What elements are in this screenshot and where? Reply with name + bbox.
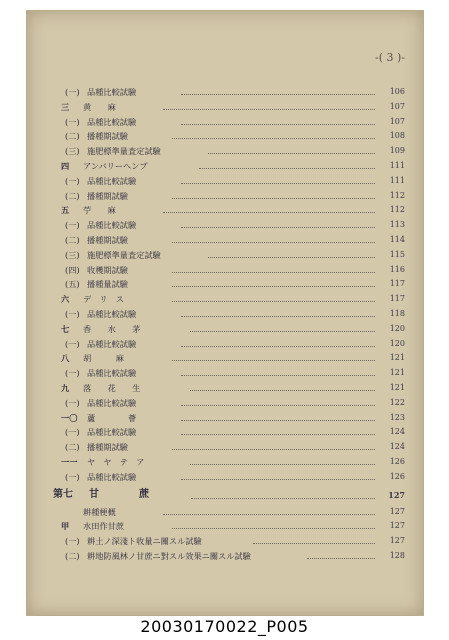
toc-entry-label — [65, 115, 136, 130]
dot-leader — [163, 514, 375, 515]
toc-entry — [27, 144, 423, 159]
dot-leader — [199, 168, 375, 169]
toc-entry-page: 120 — [389, 323, 405, 333]
toc-entry-title: 苧 麻 — [83, 205, 116, 216]
toc-entry-number: (一) — [65, 536, 80, 547]
dot-leader — [181, 434, 375, 435]
toc-entry-number: (二) — [65, 442, 80, 453]
dot-leader — [181, 479, 375, 480]
dot-leader — [181, 227, 375, 228]
toc-entry-title: 胡 麻 — [83, 353, 124, 364]
toc-entry-label — [65, 85, 136, 100]
toc-entry-label — [61, 292, 124, 307]
toc-entry-label — [65, 233, 128, 248]
dot-leader — [191, 498, 375, 499]
dot-leader — [208, 153, 375, 154]
toc-entry — [27, 396, 423, 411]
image-caption: 20030170022_P005 — [140, 617, 309, 636]
toc-entry-number: (一) — [65, 175, 80, 186]
toc-entry-title: 施肥標準量査定試驗 — [87, 146, 161, 157]
toc-entry-number: 九 — [61, 382, 70, 393]
toc-entry-title: 品種比較試驗 — [87, 175, 137, 186]
toc-entry-number: (五) — [65, 279, 80, 290]
toc-entry — [27, 85, 423, 100]
toc-entry-title: 品種比較試驗 — [87, 471, 137, 482]
toc-entry-label — [53, 485, 149, 505]
toc-entry-label — [61, 100, 116, 115]
toc-entry-title: 耕種梗概 — [83, 506, 116, 517]
toc-entry-title: ヤ ヤ テ ア — [87, 456, 145, 467]
toc-entry — [27, 425, 423, 440]
toc-entry-title: 蘆 薈 — [87, 412, 137, 423]
toc-entry-label — [65, 129, 128, 144]
toc-entry-page: 127 — [389, 536, 405, 546]
toc-entry-page: 128 — [389, 550, 405, 560]
toc-entry-title: 黄 麻 — [83, 101, 116, 112]
toc-entry-number: (一) — [65, 368, 80, 379]
toc-entry-number: (四) — [65, 264, 80, 275]
toc-entry-number: 八 — [61, 353, 70, 364]
toc-entry-number: (一) — [65, 220, 80, 231]
toc-entry-label — [65, 440, 128, 455]
dot-leader — [181, 94, 375, 95]
toc-entry-label — [65, 549, 251, 564]
toc-entry — [27, 505, 423, 520]
toc-entry-page: 111 — [389, 160, 405, 170]
dot-leader — [181, 375, 375, 376]
toc-entry-title: 播種期試驗 — [87, 131, 128, 142]
toc-entry — [27, 470, 423, 485]
toc-entry-page: 111 — [389, 175, 405, 185]
toc-entry-label — [61, 505, 116, 520]
dot-leader — [181, 316, 375, 317]
toc-entry-page: 117 — [389, 294, 405, 304]
toc-entry — [27, 292, 423, 307]
toc-entry-title: 甘 蔗 — [89, 488, 149, 500]
toc-entry — [27, 248, 423, 263]
toc-entry-title: 品種比較試驗 — [87, 397, 137, 408]
toc-entry — [27, 174, 423, 189]
toc-entry-label — [65, 366, 136, 381]
dot-leader — [181, 405, 375, 406]
dot-leader — [163, 212, 375, 213]
toc-entry-number: (一) — [65, 471, 80, 482]
toc-entry-page: 117 — [389, 279, 405, 289]
toc-entry-page: 107 — [389, 101, 405, 111]
toc-entry-label — [65, 144, 161, 159]
dot-leader — [190, 464, 375, 465]
dot-leader — [163, 109, 375, 110]
toc-entry-title: 播種期試驗 — [87, 190, 128, 201]
toc-entry-title: 品種比較試驗 — [87, 116, 137, 127]
toc-entry-page: 115 — [389, 249, 405, 259]
toc-entry-label — [65, 307, 136, 322]
toc-entry-number: (一) — [65, 308, 80, 319]
toc-entry-page: 113 — [389, 220, 405, 230]
toc-entry — [27, 115, 423, 130]
toc-entry-page: 121 — [389, 382, 405, 392]
toc-entry-label — [65, 218, 136, 233]
dot-leader — [172, 360, 375, 361]
toc-entry-number: (二) — [65, 234, 80, 245]
dot-leader — [172, 198, 375, 199]
toc-entry-number: (一) — [65, 338, 80, 349]
toc-entry — [27, 337, 423, 352]
toc-entry-title: アンバリーヘンプ — [83, 160, 148, 171]
toc-entry-label — [65, 425, 136, 440]
toc-entry-page: 121 — [389, 353, 405, 363]
dot-leader — [172, 301, 375, 302]
toc-entry-title: 水田作甘蔗 — [83, 521, 124, 532]
dot-leader — [190, 390, 375, 391]
toc-entry-page: 123 — [389, 412, 405, 422]
toc-entry — [27, 159, 423, 174]
toc-entry-title: 香 水 茅 — [83, 323, 141, 334]
dot-leader — [172, 272, 375, 273]
toc-entry-page: 118 — [389, 308, 405, 318]
toc-entry-label — [61, 203, 116, 218]
toc-entry-title: 播種期試驗 — [87, 234, 128, 245]
toc-entry — [27, 322, 423, 337]
scanned-page — [26, 10, 424, 616]
toc-entry — [27, 307, 423, 322]
toc-entry-title: 品種比較試驗 — [87, 338, 137, 349]
toc-entry-number: 第七 — [53, 488, 73, 500]
toc-entry-page: 106 — [389, 87, 405, 96]
toc-entry-page: 120 — [389, 338, 405, 348]
toc-entry — [27, 440, 423, 455]
toc-entry — [27, 100, 423, 115]
toc-entry-number: 一一 — [61, 456, 78, 467]
toc-entry-number: 三 — [61, 101, 70, 112]
toc-entry-label — [61, 322, 140, 337]
toc-entry — [27, 381, 423, 396]
toc-entry-page: 127 — [389, 506, 405, 516]
toc-entry — [27, 218, 423, 233]
toc-entry-page: 109 — [389, 146, 405, 156]
dot-leader — [253, 543, 375, 544]
toc-entry-page: 116 — [389, 264, 405, 274]
dot-leader — [190, 331, 375, 332]
toc-entry — [27, 233, 423, 248]
dot-leader — [181, 346, 375, 347]
page-number: -( 3 )- — [374, 51, 405, 64]
toc-entry-page: 124 — [389, 427, 405, 437]
toc-entry-title: 品種比較試驗 — [87, 87, 137, 97]
toc-entry-number: (一) — [65, 397, 80, 408]
toc-entry-number: 五 — [61, 205, 70, 216]
toc-entry-page: 121 — [389, 368, 405, 378]
toc-entry-page: 124 — [389, 442, 405, 452]
toc-entry-number: (三) — [65, 146, 80, 157]
toc-entry-number: (二) — [65, 131, 80, 142]
toc-entry-page: 112 — [389, 190, 405, 200]
dot-leader — [172, 449, 375, 450]
toc-entry-title: 播種量試驗 — [87, 279, 128, 290]
toc-entry-label — [65, 248, 161, 263]
toc-entry-number: 四 — [61, 160, 70, 171]
toc-entry — [27, 189, 423, 204]
toc-entry-label — [61, 411, 136, 426]
toc-entry — [27, 277, 423, 292]
toc-entry-page: 127 — [388, 489, 405, 500]
dot-leader — [181, 420, 375, 421]
toc-entry-title: 落 花 生 — [83, 382, 141, 393]
toc-entry-label — [61, 455, 144, 470]
toc-entry-label — [65, 189, 128, 204]
toc-entry-label — [65, 174, 136, 189]
toc-entry-label — [61, 351, 124, 366]
dot-leader — [181, 124, 375, 125]
toc-entry-title: デ リ ス — [83, 294, 124, 305]
toc-entry — [27, 351, 423, 366]
toc-entry-page: 126 — [389, 456, 405, 466]
toc-entry — [27, 485, 423, 505]
toc-entry — [27, 549, 423, 564]
toc-entry-title: 品種比較試驗 — [87, 427, 137, 438]
toc-entry — [27, 366, 423, 381]
toc-entry — [27, 203, 423, 218]
toc-entry-title: 施肥標準量査定試驗 — [87, 249, 161, 260]
table-of-contents — [27, 85, 423, 564]
toc-entry-number: (一) — [65, 427, 80, 438]
toc-entry-label — [65, 534, 202, 549]
toc-entry-number: 一〇 — [61, 412, 78, 423]
toc-entry-number: 甲 — [61, 521, 70, 532]
dot-leader — [172, 286, 375, 287]
dot-leader — [208, 257, 375, 258]
toc-entry-number: (一) — [65, 87, 80, 97]
toc-entry-label — [65, 470, 136, 485]
toc-entry-number: (二) — [65, 550, 80, 561]
toc-entry-title: 播種期試驗 — [87, 442, 128, 453]
toc-entry-label — [61, 159, 148, 174]
toc-entry-label — [65, 396, 136, 411]
toc-entry — [27, 129, 423, 144]
toc-entry-title: 收穫期試驗 — [87, 264, 128, 275]
toc-entry-page: 114 — [389, 234, 405, 244]
toc-entry — [27, 519, 423, 534]
toc-entry-title: 品種比較試驗 — [87, 368, 137, 379]
toc-entry-number: (三) — [65, 249, 80, 260]
toc-entry-page: 107 — [389, 116, 405, 126]
toc-entry-title: 耕土ノ深淺ト收量ニ關スル試驗 — [87, 536, 202, 547]
toc-entry-page: 112 — [389, 205, 405, 215]
toc-entry-page: 126 — [389, 471, 405, 481]
toc-entry-page: 108 — [389, 131, 405, 141]
toc-entry-label — [65, 263, 128, 278]
dot-leader — [181, 183, 375, 184]
toc-entry-number: 六 — [61, 294, 70, 305]
toc-entry — [27, 534, 423, 549]
toc-entry-number: (一) — [65, 116, 80, 127]
toc-entry-label — [65, 337, 136, 352]
dot-leader — [172, 528, 375, 529]
toc-entry-title: 耕地防風林ノ甘蔗ニ對スル效果ニ關スル試驗 — [87, 550, 251, 561]
toc-entry-label — [61, 381, 140, 396]
dot-leader — [172, 138, 375, 139]
toc-entry-title: 品種比較試驗 — [87, 308, 137, 319]
toc-entry — [27, 263, 423, 278]
toc-entry — [27, 411, 423, 426]
toc-entry-label — [65, 277, 128, 292]
toc-entry-number: (二) — [65, 190, 80, 201]
toc-entry-page: 122 — [389, 397, 405, 407]
toc-entry — [27, 455, 423, 470]
dot-leader — [172, 242, 375, 243]
dot-leader — [307, 558, 375, 559]
toc-entry-page: 127 — [389, 521, 405, 531]
toc-entry-label — [61, 519, 124, 534]
toc-entry-title: 品種比較試驗 — [87, 220, 137, 231]
toc-entry-number: 七 — [61, 323, 70, 334]
